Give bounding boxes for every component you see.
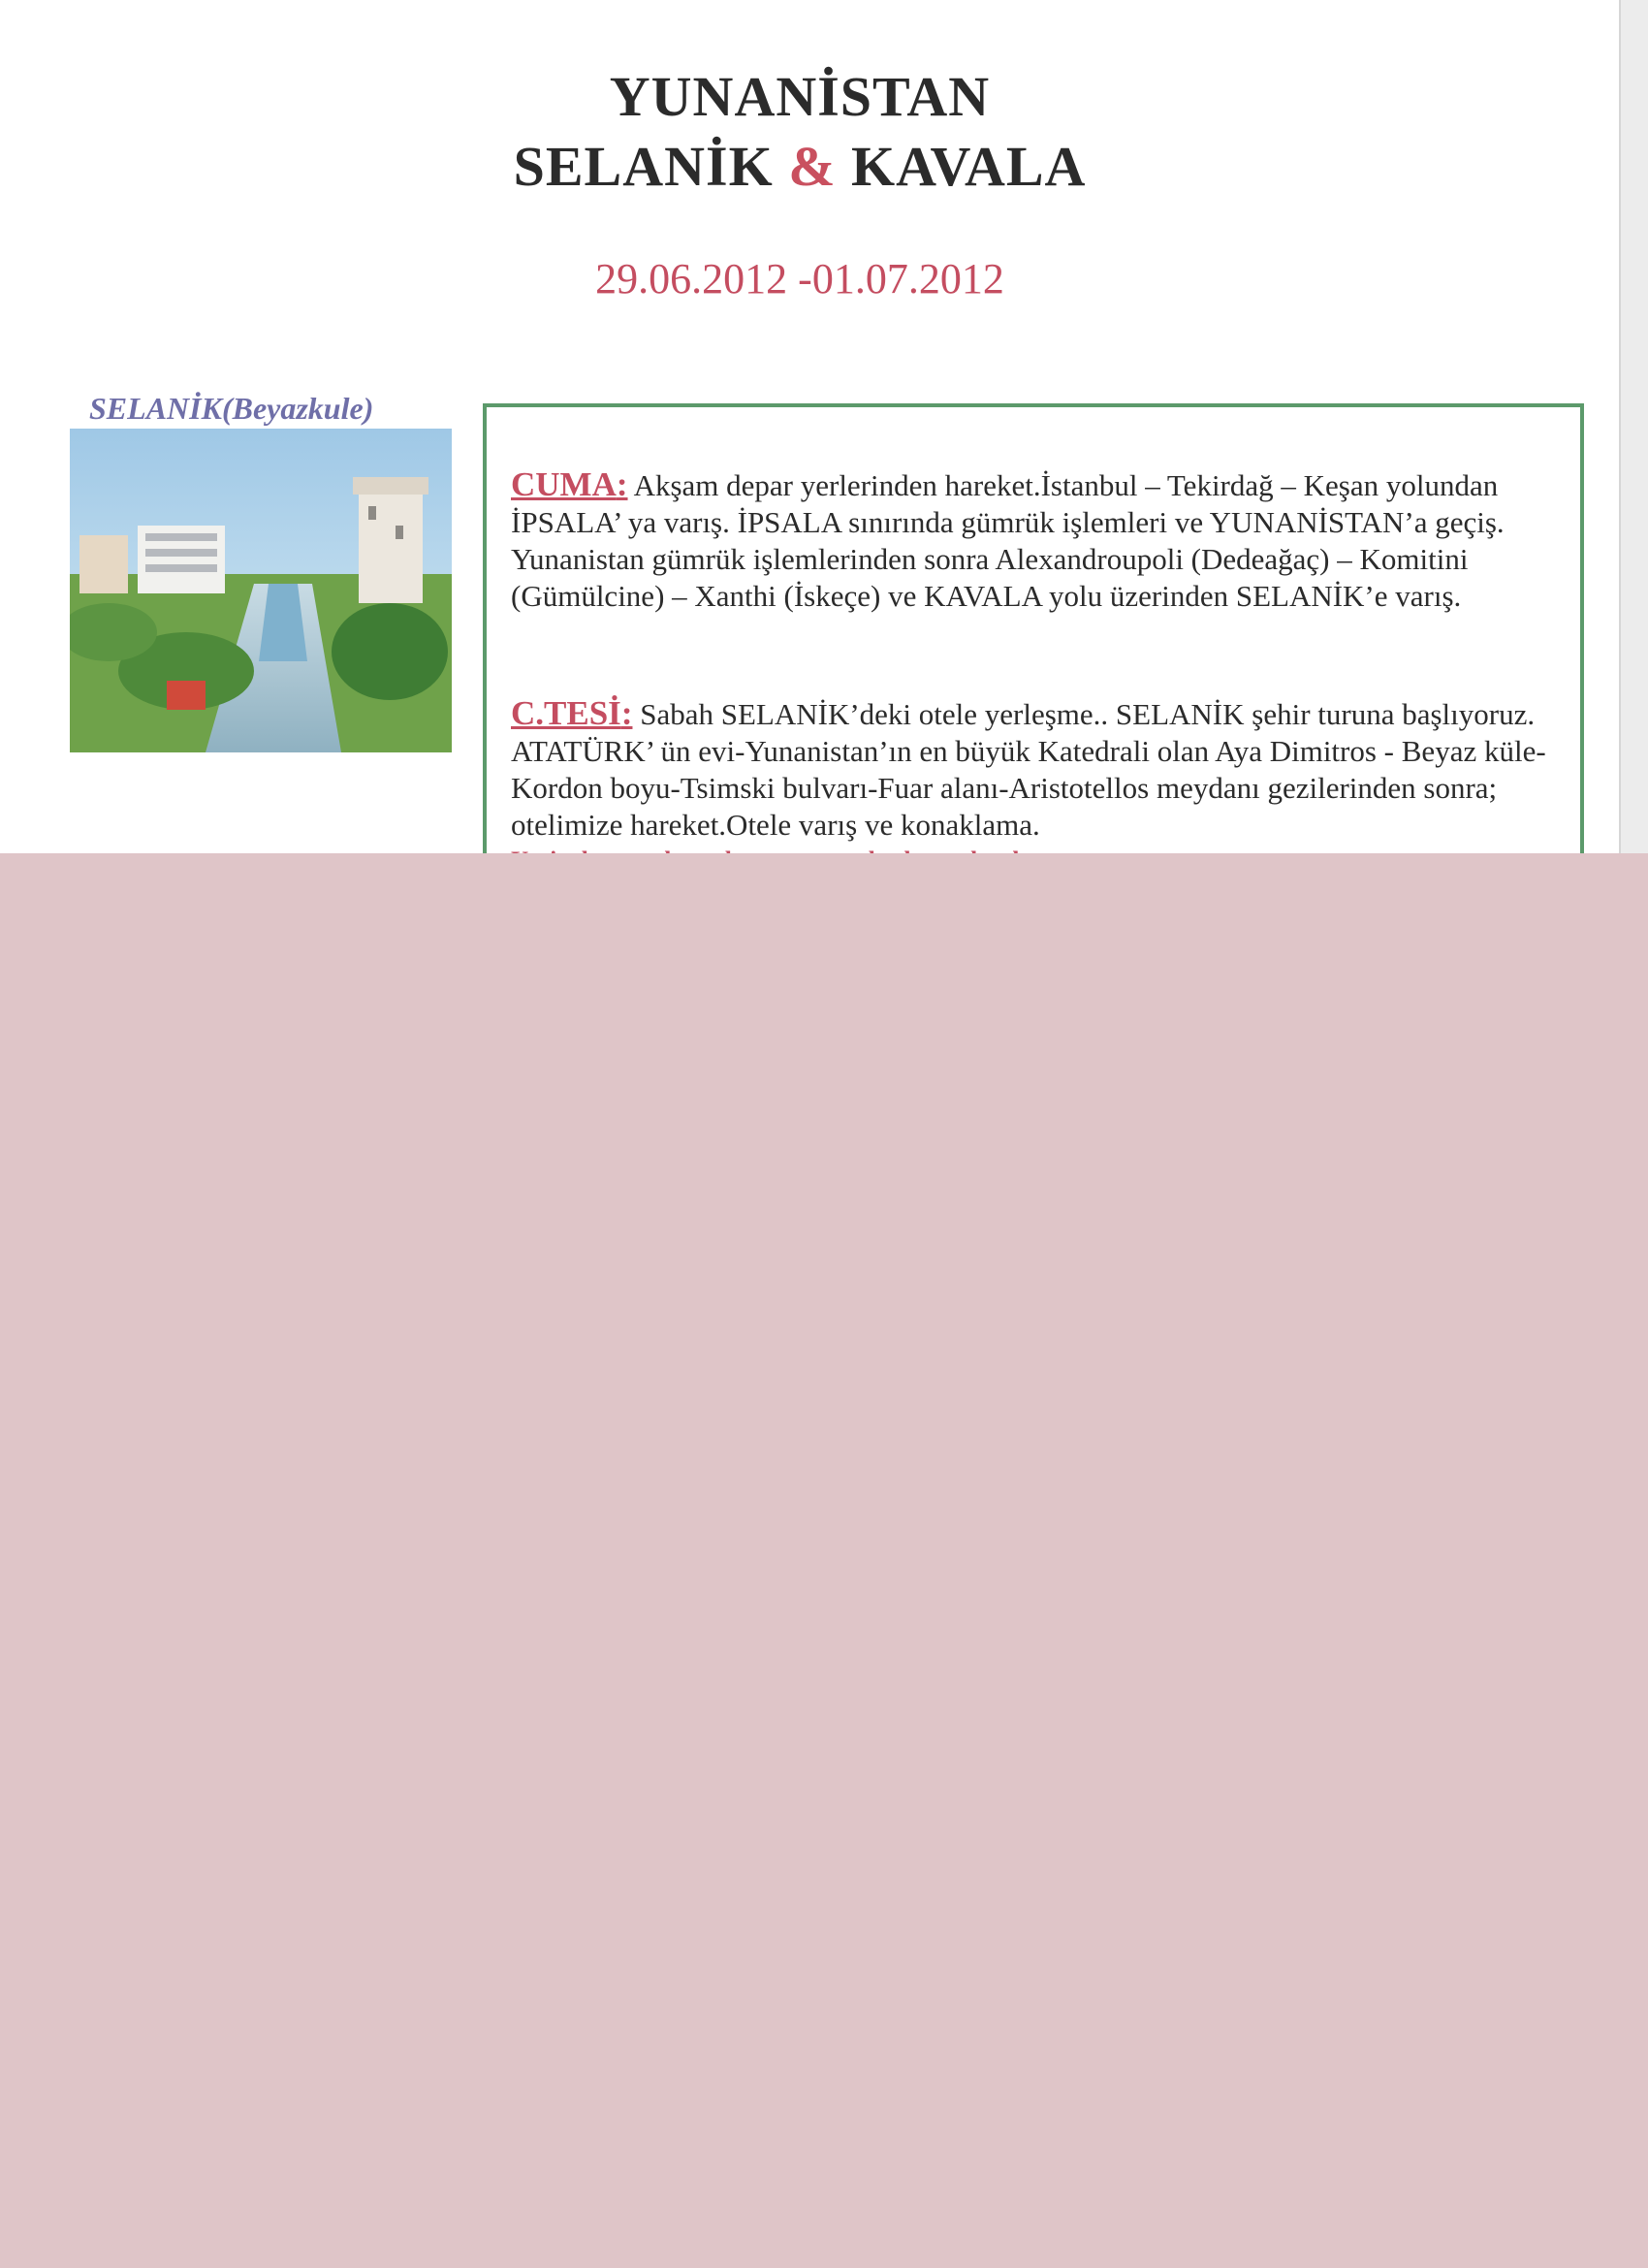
day-2-text: Sabah SELANİK’deki otele yerleşme.. SELANİK şehir turuna başlıyoruz. ATATÜRK’ ün evi-Yunanistan’ın en büyük Katedrali olan Aya Dimitros - Beyaz küle-Kordon boyu-Tsimski bulvarı-Fuar alanı-Aristotellos meydanı gezilerinden sonra; otelimize hareket.Otele varış ve konaklama. [511, 697, 1546, 842]
title-ampersand: & [788, 135, 837, 198]
title-line-1: YUNANİSTAN [609, 65, 991, 128]
page-edge [1619, 0, 1648, 853]
title-kavala: KAVALA [836, 135, 1087, 198]
day-label-colon-2: : [620, 694, 633, 732]
tour-dates: 29.06.2012 -01.07.2012 [595, 255, 1004, 303]
page-title [0, 62, 1600, 202]
photo-caption-selanik: SELANİK(Beyazkule) [89, 391, 374, 426]
itinerary-day-1 [511, 466, 1548, 615]
itinerary-day-2 [511, 695, 1548, 844]
redaction-overlay [0, 853, 1648, 2268]
title-line-2 [0, 132, 1600, 202]
white-tower-photo [70, 429, 452, 752]
title-selanik: SELANİK [513, 135, 789, 198]
day-label-cuma: CUMA [511, 465, 617, 503]
day-label-colon: : [616, 465, 628, 503]
day-label-ctesi: C.TESİ [511, 694, 621, 732]
day-1-text: Akşam depar yerlerinden hareket.İstanbul – Tekirdağ – Keşan yolundan İPSALA’ ya varış. İPSALA sınırında gümrük işlemleri ve YUNANİSTAN’a geçiş. Yunanistan gümrük işlemlerinden sonra Alexandroupoli (Dedeağaç) – Komitini (Gümülcine) – Xanthi (İskeçe) ve KAVALA yolu üzerinden SELANİK’e varış. [511, 468, 1505, 613]
